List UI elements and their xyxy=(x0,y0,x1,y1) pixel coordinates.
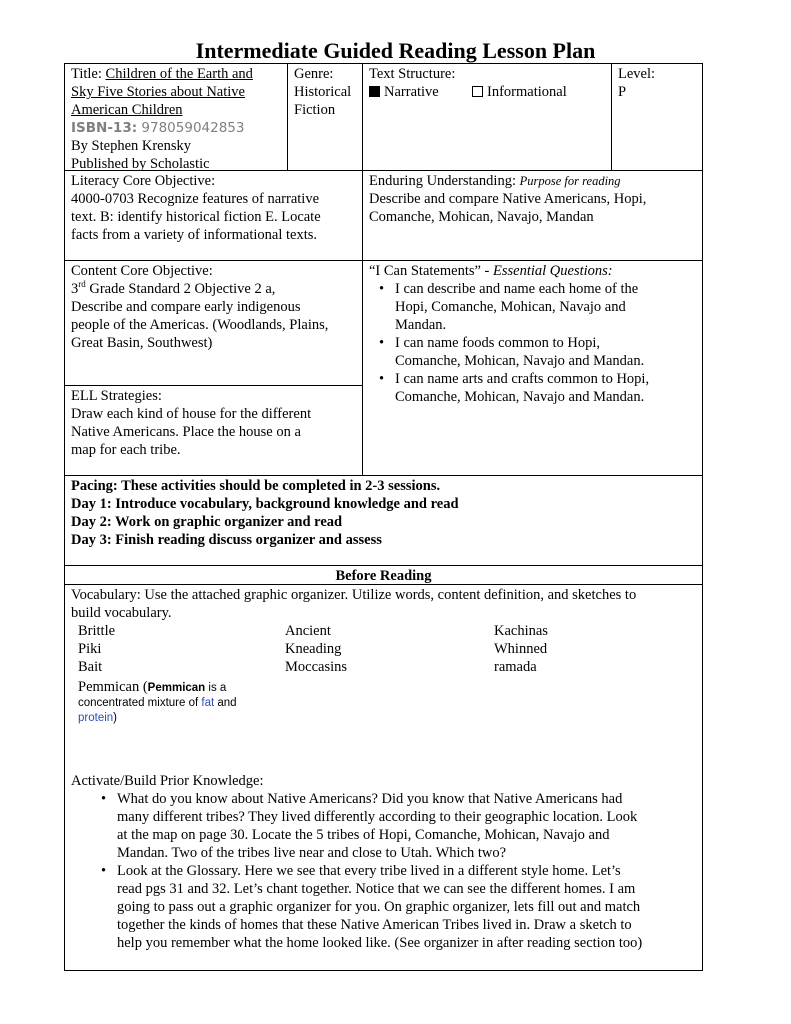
vocab-word: ramada xyxy=(494,659,537,675)
list-item-text: • What do you know about Native Americans? Did you know that Native Americans had xyxy=(117,791,623,807)
list-item-text: Comanche, Mohican, Navajo and Mandan. xyxy=(395,389,645,405)
table-border-top xyxy=(64,63,703,64)
before-reading-header: Before Reading xyxy=(335,568,432,584)
literacy-text: 4000-0703 Recognize features of narrative xyxy=(71,191,320,207)
vocab-word: Ancient xyxy=(285,623,331,639)
enduring-sublabel: Purpose for reading xyxy=(519,174,621,188)
pacing-cell xyxy=(71,477,699,549)
title-label: Title: xyxy=(71,66,106,82)
pacing-line: Day 1: Introduce vocabulary, background knowledge and read xyxy=(71,496,459,512)
activate-label: Activate/Build Prior Knowledge: xyxy=(71,773,264,789)
enduring-text: Comanche, Mohican, Navajo, Mandan xyxy=(369,209,594,225)
table-divider xyxy=(64,260,703,261)
genre-value: Fiction xyxy=(294,102,336,118)
list-item-text: at the map on page 30. Locate the 5 tribes of Hopi, Comanche, Mohican, Navajo and xyxy=(117,827,610,843)
publisher: Published by Scholastic xyxy=(71,156,210,172)
vocab-word: Whinned xyxy=(494,641,548,657)
pemmican-definition: and xyxy=(214,697,237,709)
grade-suffix: rd xyxy=(78,279,86,290)
vocabulary-section xyxy=(71,586,699,622)
list-item xyxy=(95,862,699,952)
ell-text: Native Americans. Place the house on a xyxy=(71,424,301,440)
vocab-word: Kneading xyxy=(285,641,342,657)
list-item-text: Mandan. xyxy=(395,317,447,333)
ell-text: map for each tribe. xyxy=(71,442,181,458)
table-divider xyxy=(611,63,612,171)
pemmican-bold: Pemmican xyxy=(147,682,206,694)
vocab-word: Pemmican ( xyxy=(78,679,148,695)
list-item-text: Comanche, Mohican, Navajo and Mandan. xyxy=(395,353,645,369)
activate-knowledge-section xyxy=(71,772,699,952)
list-item-text: • I can name foods common to Hopi, xyxy=(395,335,600,351)
table-divider xyxy=(362,63,363,476)
list-item-text: • I can name arts and crafts common to Hopi, xyxy=(395,371,650,387)
table-border-left xyxy=(64,63,65,971)
literacy-objective-cell xyxy=(71,172,361,244)
list-item-text: going to pass out a graphic organizer for you. On graphic organizer, lets fill out and match xyxy=(117,899,641,915)
pemmican-definition: concentrated mixture of xyxy=(78,697,202,709)
vocabulary-words xyxy=(78,622,688,726)
book-title: American Children xyxy=(71,102,183,118)
table-divider xyxy=(287,63,288,171)
i-can-label: “I Can Statements” - xyxy=(369,263,494,279)
enduring-label: Enduring Understanding: xyxy=(369,173,520,189)
content-text: people of the Americas. (Woodlands, Plains, xyxy=(71,317,329,333)
page-title: Intermediate Guided Reading Lesson Plan xyxy=(195,38,596,63)
vocabulary-text: build vocabulary. xyxy=(71,605,172,621)
content-text: Describe and compare early indigenous xyxy=(71,299,301,315)
content-objective-cell xyxy=(71,262,361,352)
list-item-text: Mandan. Two of the tribes live near and close to Utah. Which two? xyxy=(117,845,507,861)
i-can-statements-cell xyxy=(369,262,699,406)
informational-label: Informational xyxy=(487,84,567,100)
list-item-text: help you remember what the home looked like. (See organizer in after reading section too) xyxy=(117,935,643,951)
list-item xyxy=(373,334,699,370)
enduring-understanding-cell xyxy=(369,172,699,226)
author: By Stephen Krensky xyxy=(71,138,192,154)
protein-link[interactable]: protein xyxy=(78,712,114,724)
vocab-word: Brittle xyxy=(78,623,116,639)
list-item-text: many different tribes? They lived differently according to their geographic location. Look xyxy=(117,809,638,825)
list-item xyxy=(373,280,699,334)
literacy-label: Literacy Core Objective: xyxy=(71,173,216,189)
ell-strategies-cell xyxy=(71,387,361,459)
level-label: Level: xyxy=(618,66,656,82)
genre-label: Genre: xyxy=(294,66,334,82)
isbn-label: ISBN-13: xyxy=(71,120,138,136)
text-structure-cell xyxy=(369,65,609,101)
enduring-text: Describe and compare Native Americans, Hopi, xyxy=(369,191,647,207)
list-item-text: • I can describe and name each home of the xyxy=(395,281,639,297)
table-divider xyxy=(64,475,703,476)
pacing-line: Day 3: Finish reading discuss organizer and assess xyxy=(71,532,382,548)
book-title: Children of the Earth and xyxy=(105,66,253,82)
informational-checkbox[interactable] xyxy=(472,86,483,97)
text-structure-label: Text Structure: xyxy=(369,66,456,82)
pemmican-definition: ) xyxy=(113,712,118,724)
pacing-line: Day 2: Work on graphic organizer and read xyxy=(71,514,343,530)
level-cell xyxy=(618,65,698,101)
vocab-word: Bait xyxy=(78,659,103,675)
pacing-line: Pacing: These activities should be completed in 2-3 sessions. xyxy=(71,478,441,494)
table-border-bottom xyxy=(64,970,703,971)
table-divider xyxy=(64,385,362,386)
ell-label: ELL Strategies: xyxy=(71,388,162,404)
list-item-text: • Look at the Glossary. Here we see that every tribe lived in a different style home. Let’s xyxy=(117,863,621,879)
content-text: Great Basin, Southwest) xyxy=(71,335,213,351)
literacy-text: facts from a variety of informational texts. xyxy=(71,227,318,243)
book-title: Sky Five Stories about Native xyxy=(71,84,245,100)
list-item xyxy=(373,370,699,406)
vocab-word: Kachinas xyxy=(494,623,548,639)
table-border-right xyxy=(702,63,703,971)
list-item xyxy=(95,790,699,862)
grade-number: 3 xyxy=(71,281,79,297)
list-item-text: together the kinds of homes that these Native American Tribes lived in. Draw a sketch to xyxy=(117,917,632,933)
table-divider xyxy=(64,565,703,566)
ell-text: Draw each kind of house for the different xyxy=(71,406,312,422)
list-item-text: Hopi, Comanche, Mohican, Navajo and xyxy=(395,299,626,315)
vocabulary-text: Vocabulary: Use the attached graphic organizer. Utilize words, content definition, and sketches to xyxy=(71,587,637,603)
isbn-value: 978059042853 xyxy=(137,120,245,136)
genre-value: Historical xyxy=(294,84,352,100)
content-label: Content Core Objective: xyxy=(71,263,213,279)
genre-cell xyxy=(294,65,360,119)
level-value: P xyxy=(618,84,627,100)
book-info-cell xyxy=(71,65,285,173)
fat-link[interactable]: fat xyxy=(201,697,215,709)
pemmican-definition: is a xyxy=(205,682,227,694)
list-item-text: read pgs 31 and 32. Let’s chant together. Notice that we can see the different homes. I am xyxy=(117,881,636,897)
grade-standard: Grade Standard 2 Objective 2 a, xyxy=(85,281,276,297)
vocab-word: Piki xyxy=(78,641,102,657)
literacy-text: text. B: identify historical fiction E. Locate xyxy=(71,209,321,225)
narrative-label: Narrative xyxy=(384,84,439,100)
vocab-word: Moccasins xyxy=(285,659,348,675)
i-can-sublabel: Essential Questions: xyxy=(493,263,613,279)
narrative-checkbox[interactable] xyxy=(369,86,380,97)
